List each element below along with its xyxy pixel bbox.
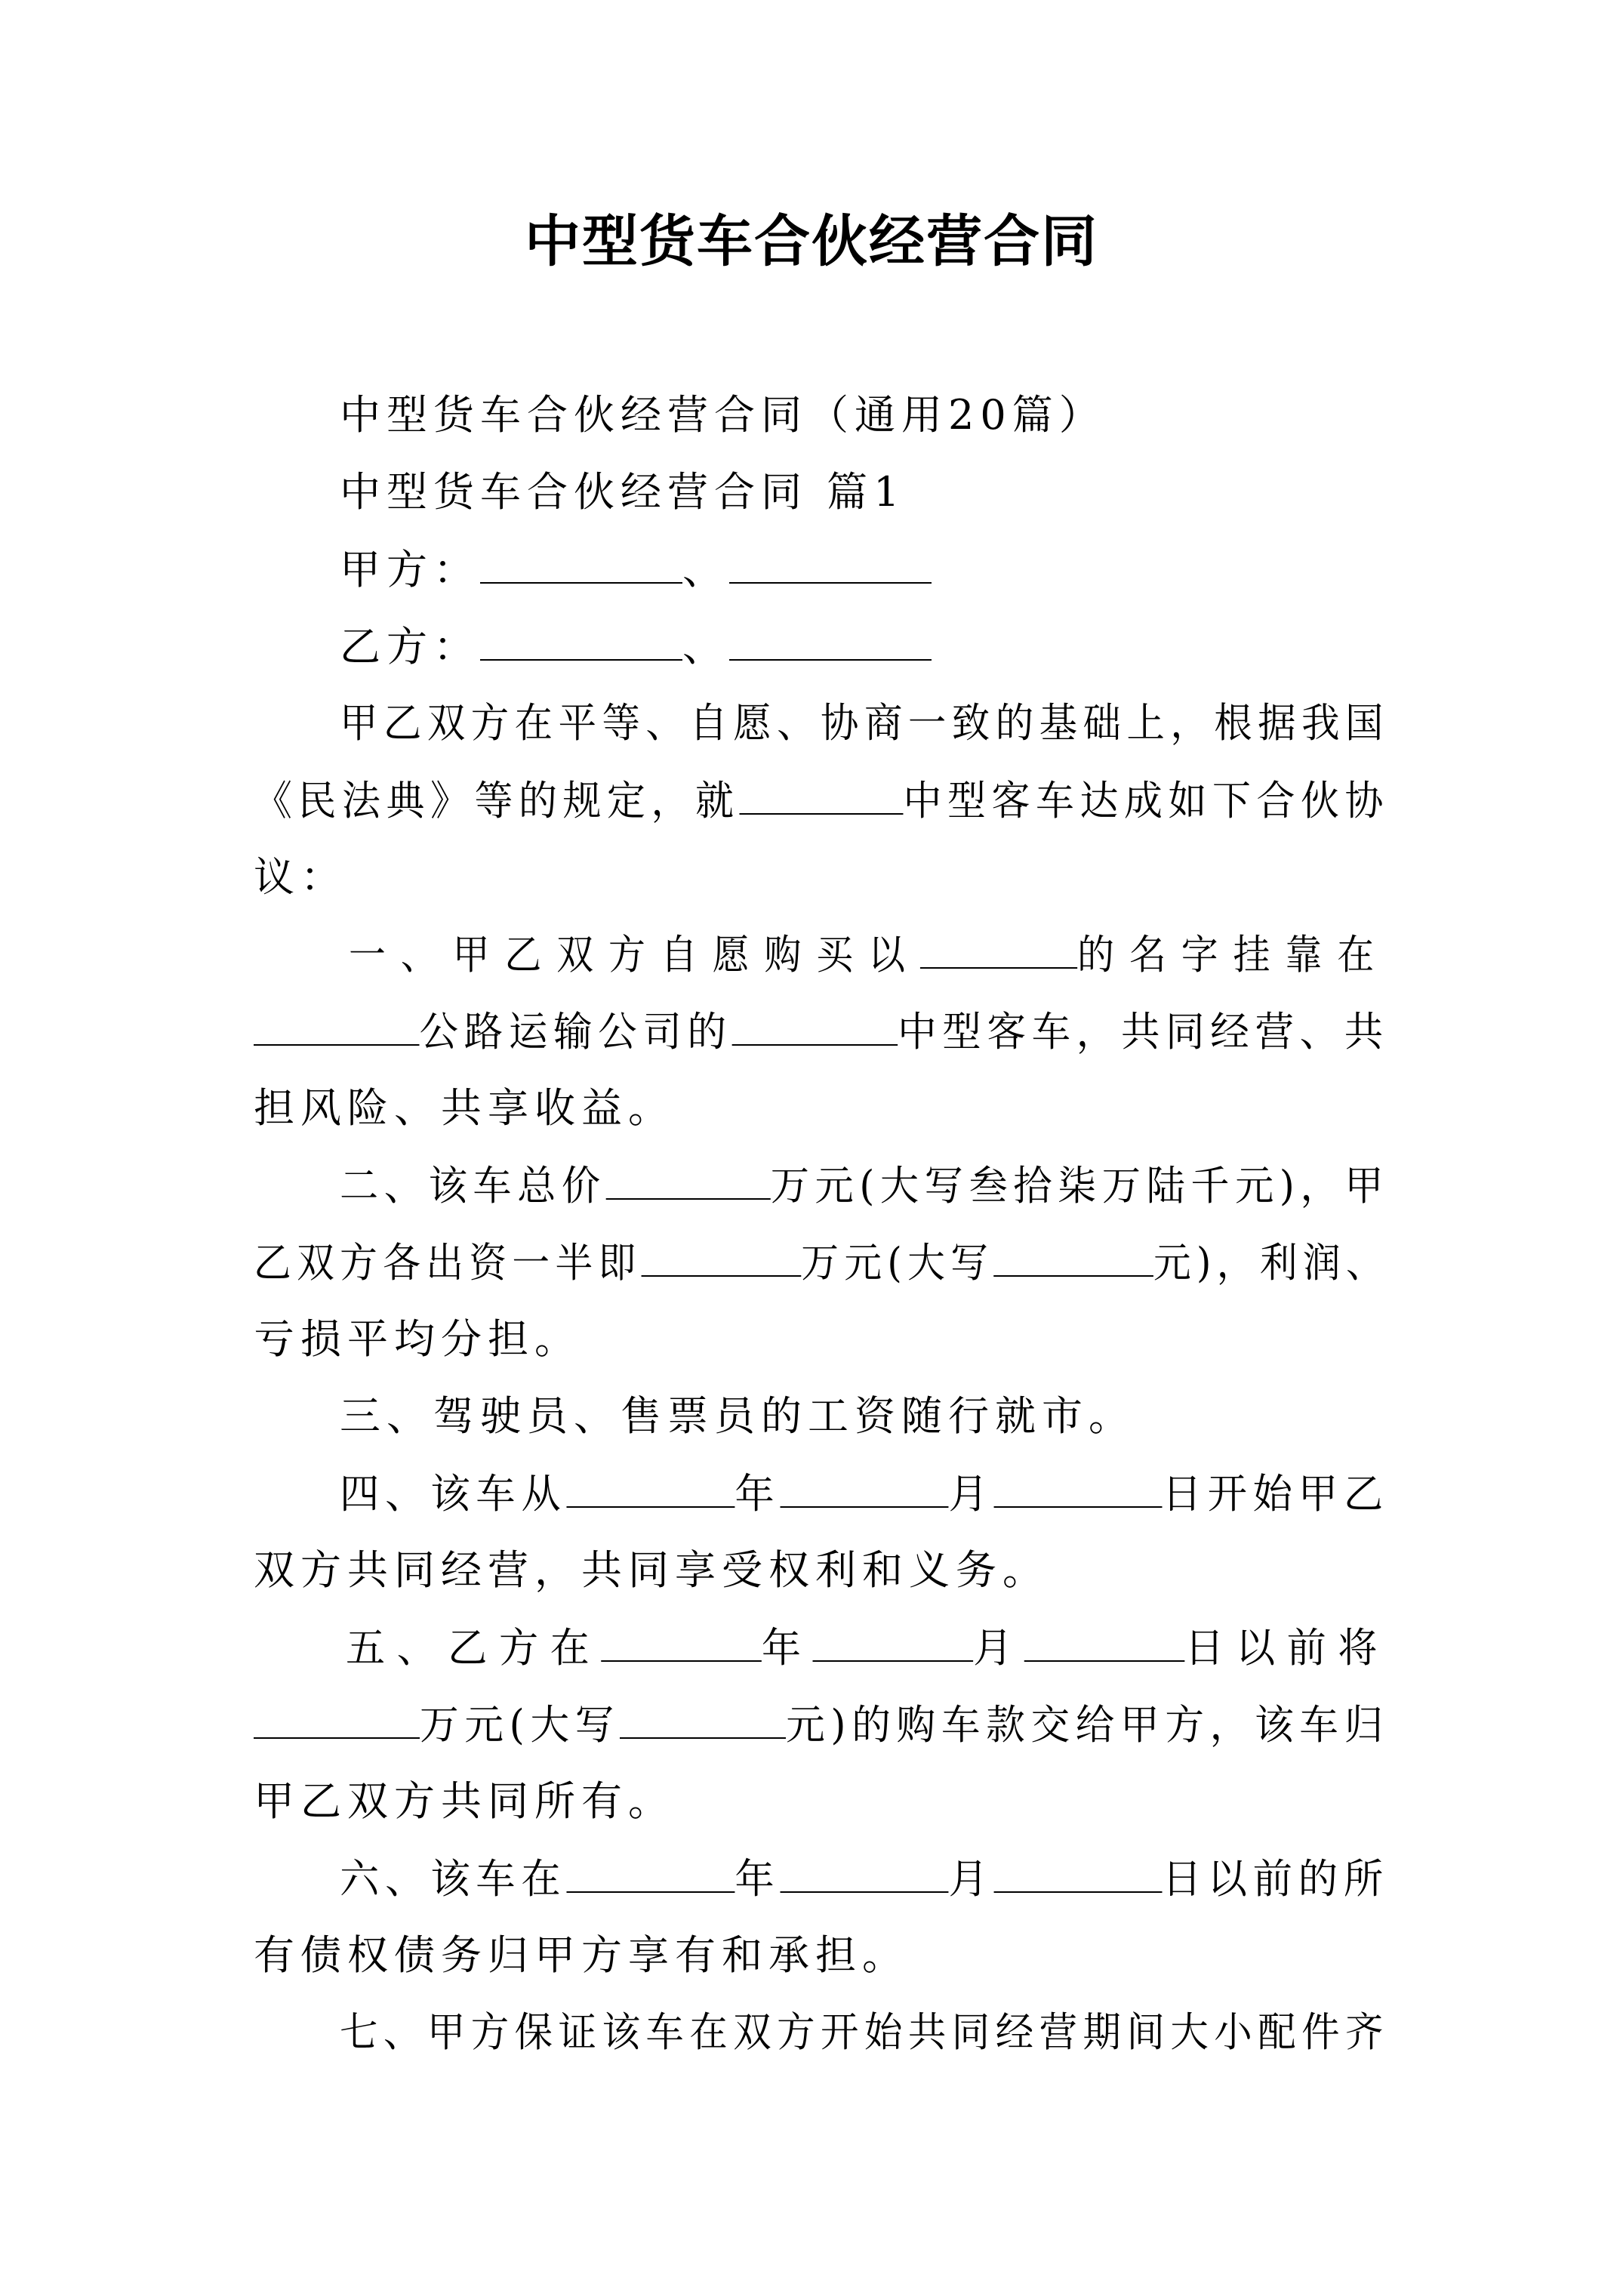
- blank-field[interactable]: [620, 1698, 786, 1739]
- clause-text: 万元(大写叁拾柒万陆千元)，甲: [770, 1162, 1390, 1210]
- blank-field[interactable]: [993, 1236, 1153, 1277]
- clause-text: 中型客车，共同经营、共: [898, 1008, 1389, 1056]
- blank-field[interactable]: [920, 928, 1077, 969]
- clause-5-line-2: [254, 1698, 1389, 1752]
- blank-field[interactable]: [729, 543, 932, 584]
- clause-1-line-2: [254, 1005, 1389, 1059]
- blank-field[interactable]: [732, 1005, 898, 1046]
- blank-field[interactable]: [254, 1005, 419, 1046]
- month-label: 月: [948, 1855, 994, 1903]
- year-label: 年: [735, 1855, 781, 1903]
- month-label: 月: [948, 1470, 994, 1518]
- clause-text: 五、乙方在: [346, 1624, 602, 1672]
- clause-2-line-3: 亏损平均分担。: [254, 1315, 581, 1363]
- clause-5-line-1: [346, 1621, 1389, 1675]
- clause-text: 一、甲乙双方自愿购买以: [349, 931, 920, 978]
- blank-field[interactable]: [739, 774, 903, 815]
- clause-5-line-3: 甲乙双方共同所有。: [254, 1777, 675, 1825]
- month-label: 月: [973, 1624, 1024, 1672]
- clause-text: 日开始甲乙: [1162, 1470, 1389, 1518]
- clause-text: 日以前的所: [1162, 1855, 1389, 1903]
- blank-field[interactable]: [994, 1852, 1163, 1893]
- party-a-label: 甲方：: [340, 546, 480, 593]
- blank-field[interactable]: [566, 1852, 735, 1893]
- clause-text: 万元(大写: [801, 1239, 994, 1287]
- blank-field[interactable]: [601, 1621, 762, 1662]
- blank-field[interactable]: [480, 543, 682, 584]
- separator: 、: [682, 623, 729, 670]
- blank-field[interactable]: [642, 1236, 802, 1277]
- blank-field[interactable]: [812, 1621, 973, 1662]
- intro-line-2: [254, 774, 1389, 827]
- blank-field[interactable]: [566, 1467, 735, 1508]
- party-a-line: [340, 543, 932, 596]
- clause-4-line-1: [340, 1467, 1389, 1521]
- clause-text: 日以前将: [1184, 1624, 1389, 1672]
- clause-text: 乙双方各出资一半即: [254, 1239, 642, 1287]
- blank-field[interactable]: [1024, 1621, 1185, 1662]
- clause-2-line-1: [340, 1159, 1389, 1213]
- clause-text: 元)的购车款交给甲方，该车归: [786, 1701, 1389, 1749]
- intro-text: 《民法典》等的规定，就: [254, 777, 740, 824]
- clause-1-line-3: 担风险、共享收益。: [254, 1084, 675, 1132]
- clause-7-line-1: 七、甲方保证该车在双方开始共同经营期间大小配件齐: [340, 2008, 1389, 2056]
- clause-text: 二、该车总价: [340, 1162, 606, 1210]
- document-title: 中型货车合伙经营合同: [525, 209, 1098, 274]
- section-title: 中型货车合伙经营合同 篇1: [340, 468, 906, 516]
- blank-field[interactable]: [729, 620, 932, 661]
- clause-6-line-2: 有债权债务归甲方享有和承担。: [254, 1931, 909, 1979]
- blank-field[interactable]: [781, 1852, 949, 1893]
- clause-4-line-2: 双方共同经营，共同享受权利和义务。: [254, 1546, 1049, 1594]
- intro-line-1: 甲乙双方在平等、自愿、协商一致的基础上，根据我国: [340, 699, 1389, 747]
- party-b-line: [340, 620, 932, 673]
- intro-line-3: 议：: [254, 853, 347, 901]
- clause-6-line-1: [340, 1852, 1389, 1906]
- year-label: 年: [761, 1624, 813, 1672]
- clause-2-line-2: [254, 1236, 1389, 1290]
- intro-text: 中型客车达成如下合伙协: [903, 777, 1389, 824]
- blank-field[interactable]: [994, 1467, 1163, 1508]
- clause-text: 公路运输公司的: [419, 1008, 732, 1056]
- clause-text: 四、该车从: [340, 1470, 567, 1518]
- clause-text: 六、该车在: [340, 1855, 567, 1903]
- clause-1-line-1: [349, 928, 1389, 982]
- blank-field[interactable]: [480, 620, 682, 661]
- clause-text: 万元(大写: [420, 1701, 621, 1749]
- party-b-label: 乙方：: [340, 623, 480, 670]
- clause-3-line-1: 三、驾驶员、售票员的工资随行就市。: [340, 1392, 1135, 1440]
- clause-text: 的名字挂靠在: [1077, 931, 1390, 978]
- blank-field[interactable]: [254, 1698, 420, 1739]
- subtitle: 中型货车合伙经营合同（通用20篇）: [340, 391, 1106, 439]
- year-label: 年: [735, 1470, 781, 1518]
- blank-field[interactable]: [781, 1467, 949, 1508]
- clause-text: 元)，利润、: [1153, 1239, 1390, 1287]
- blank-field[interactable]: [606, 1159, 771, 1200]
- separator: 、: [682, 546, 729, 593]
